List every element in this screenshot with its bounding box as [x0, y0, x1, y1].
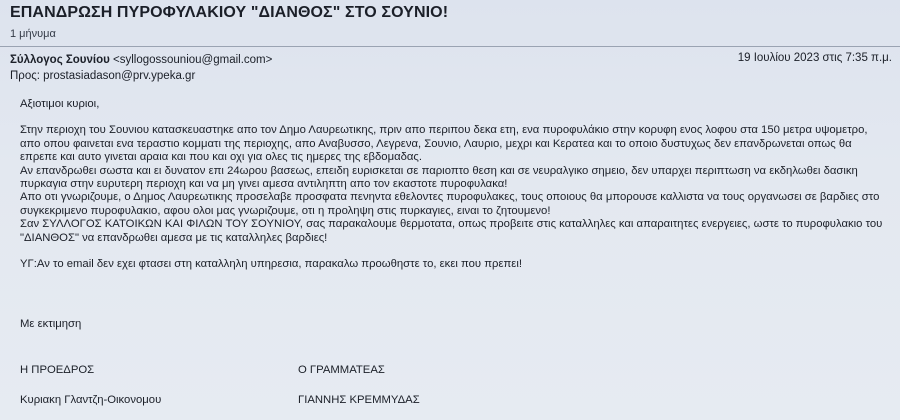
email-body: [20, 98, 890, 271]
body-paragraph: Στην περιοχη του Σουνιου κατασκευαστηκε απο τον Δημο Λαυρεωτικης, πριν απο περιπου δεκα ετη, ενα πυροφυλάκιο στην κορυφη ενος λοφου στα 150 μετρα υψομετρο, απο οπου φαινεται ενα τεραστιο κομματι της περιοχης, απο Αναβυσσο, Λεγρενα, Σουνιο, Λαυριο, μεχρι και Κερατεα και το οποιο δυστυχως δεν επανδρωνεται οπως θα επρεπε και αυτο γινεται αραια και που και οχι για ολες τις ημερες της εβδομαδας.: [20, 124, 868, 164]
greeting: Αξιοτιμοι κυριοι,: [20, 98, 100, 110]
signature-role-secretary: Ο ΓΡΑΜΜΑΤΕΑΣ: [298, 364, 385, 376]
signature-name-president: Κυριακη Γλαντζη-Οικονομου: [20, 394, 162, 406]
sender-name: Σύλλογος Σουνίου: [10, 54, 110, 66]
signature-name-secretary: ΓΙΑΝΝΗΣ ΚΡΕΜΜΥΔΑΣ: [298, 394, 420, 406]
signature-role-president: Η ΠΡΟΕΔΡΟΣ: [20, 364, 95, 376]
email-date: 19 Ιουλίου 2023 στις 7:35 π.μ.: [737, 52, 892, 64]
sender-line: [10, 54, 272, 66]
body-paragraph: Απο οτι γνωριζουμε, ο Δημος Λαυρεωτικης προσελαβε προσφατα πενηντα εθελοντες πυροφυλακες, τους οποιους θα μπορουσε καλλιστα να τους οργανωσει σε βαρδιες στο συγκεκριμενο πυροφυλακιο, αφου ολοι μας γνωριζουμε, οτι η προληψη στις πυρκαγιες, ειναι το ζητουμενο!: [20, 191, 880, 217]
sender-email[interactable]: <syllogossouniou@gmail.com>: [113, 54, 273, 66]
header-divider: [0, 46, 900, 47]
recipient-line: Προς: prostasiadason@prv.ypeka.gr: [10, 70, 196, 82]
closing: Με εκτιμηση: [20, 318, 82, 330]
message-count: 1 μήνυμα: [10, 28, 56, 40]
body-paragraph: Σαν ΣΥΛΛΟΓΟΣ ΚΑΤΟΙΚΩΝ ΚΑΙ ΦΙΛΩΝ ΤΟΥ ΣΟΥΝΙΟΥ, σας παρακαλουμε θερμοτατα, οπως προβειτε στις καταλληλες και απαραιτητες ενεργειες, ωστε το πυροφυλακιο του "ΔΙΑΝΘΟΣ" να επανδρωθει αμεσα με τις καταλληλες βαρδιες!: [20, 218, 883, 244]
postscript: ΥΓ:Αν το email δεν εχει φτασει στη καταλληλη υπηρεσια, παρακαλω προωθηστε το, εκει που πρεπει!: [20, 258, 522, 271]
body-paragraph: Αν επανδρωθει σωστα και ει δυνατον επι 24ωρου βασεως, επειδη ευρισκεται σε παριοπτο θεση και σε νευραλγικο σημειο, δεν υπαρχει περιπτωση να εκδηλωθει δασικη πυρκαγια στην ευρυτερη περιοχη και να μη γινει αμεσα αντιληπτη απο τον εκαστοτε πυροφυλακα!: [20, 164, 858, 191]
email-subject: ΕΠΑΝΔΡΩΣΗ ΠΥΡΟΦΥΛΑΚΙΟΥ "ΔΙΑΝΘΟΣ" ΣΤΟ ΣΟΥΝΙΟ!: [10, 4, 449, 21]
